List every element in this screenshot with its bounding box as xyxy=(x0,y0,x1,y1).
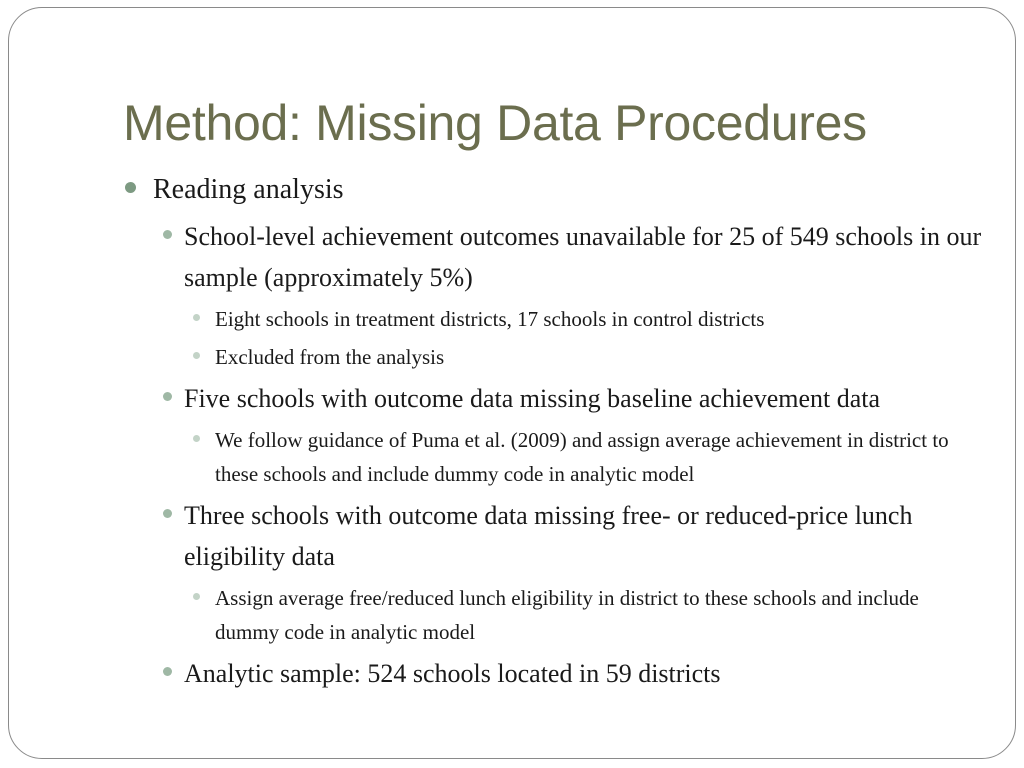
bullet-text: Excluded from the analysis xyxy=(215,345,445,369)
slide-body xyxy=(125,170,985,698)
bullet-dot-icon xyxy=(163,230,172,239)
bullet-dot-icon xyxy=(163,667,172,676)
bullet-reading-analysis xyxy=(125,170,985,210)
bullet-dot-icon xyxy=(193,593,200,600)
bullet-dot-icon xyxy=(125,182,136,193)
bullet-dot-icon xyxy=(163,392,172,401)
bullet-outcomes-unavailable xyxy=(163,216,985,298)
bullet-text: School-level achievement outcomes unavailable for 25 of 549 schools in our sample (approximately 5%) xyxy=(184,222,982,292)
bullet-text: Analytic sample: 524 schools located in 59 districts xyxy=(184,659,721,688)
bullet-treatment-control-split xyxy=(193,302,985,336)
bullet-text: We follow guidance of Puma et al. (2009) and assign average achievement in district to these schools and include dummy code in analytic model xyxy=(215,428,949,486)
bullet-dot-icon xyxy=(193,435,200,442)
bullet-text: Reading analysis xyxy=(153,174,344,205)
bullet-missing-baseline xyxy=(163,378,985,419)
bullet-missing-lunch xyxy=(163,495,985,577)
bullet-dot-icon xyxy=(163,509,172,518)
bullet-puma-guidance xyxy=(193,423,985,491)
bullet-analytic-sample xyxy=(163,653,985,694)
bullet-dot-icon xyxy=(193,352,200,359)
bullet-text: Three schools with outcome data missing free- or reduced-price lunch eligibility data xyxy=(184,501,913,571)
bullet-excluded xyxy=(193,340,985,374)
bullet-dot-icon xyxy=(193,314,200,321)
slide-frame xyxy=(8,7,1016,759)
bullet-lunch-imputation xyxy=(193,581,985,649)
bullet-text: Assign average free/reduced lunch eligibility in district to these schools and include dummy code in analytic model xyxy=(215,586,919,644)
slide-title: Method: Missing Data Procedures xyxy=(123,95,867,151)
bullet-text: Five schools with outcome data missing baseline achievement data xyxy=(184,384,881,413)
bullet-text: Eight schools in treatment districts, 17 schools in control districts xyxy=(215,307,765,331)
